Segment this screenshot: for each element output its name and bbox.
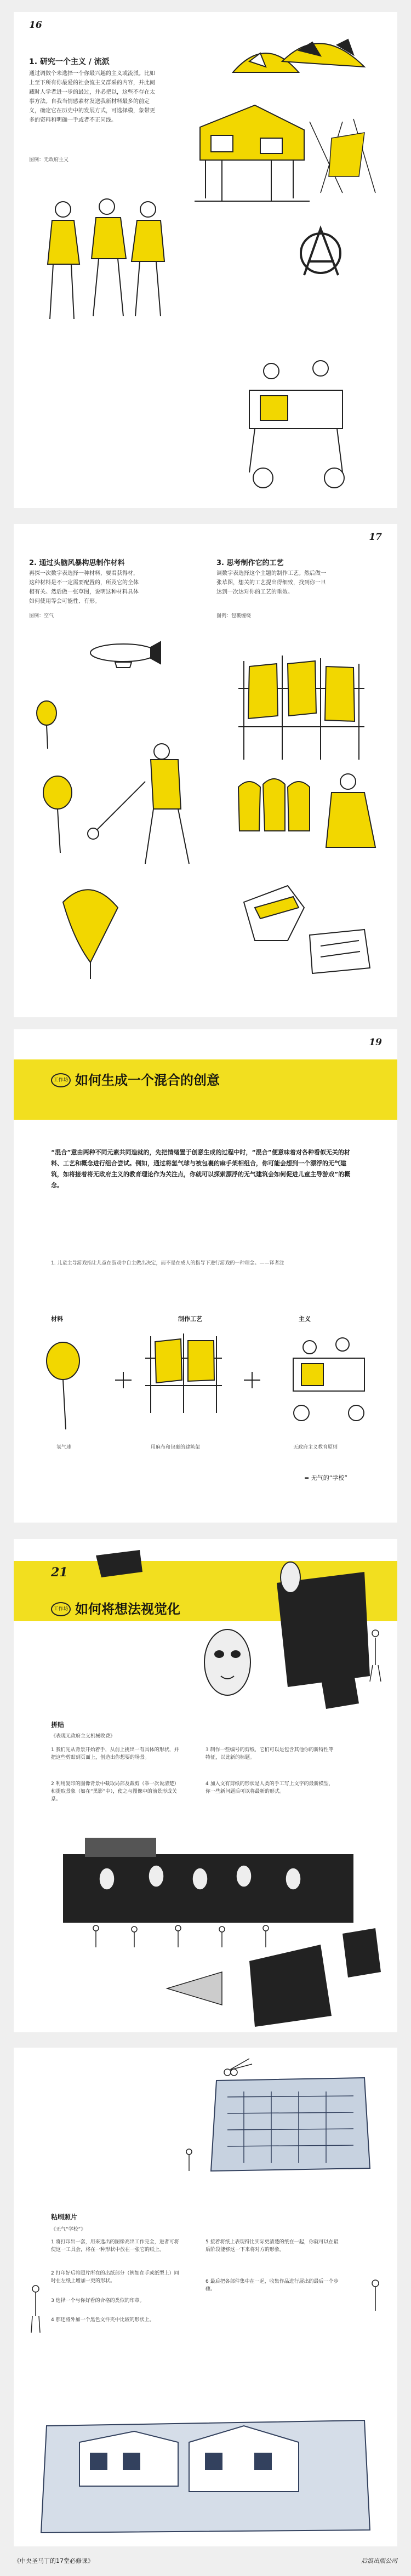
collage-subsection: 《表现无政府主义机械收费》 [51, 1734, 116, 1739]
transfer-step-1: 1 将打印出一套，用来选出的图像高出工作完全，进者可将使这一工具会，将在一种形状中放在一张它的纸上。 [51, 2239, 179, 2253]
page-4 [14, 1539, 397, 2032]
transfer-step-2: 2 打印好后将照片所在的出纸部分（例如在手或纸型上）同时在左纸上增加一更的形状。 [51, 2271, 179, 2284]
transfer-section: 粘刷照片 [51, 2213, 78, 2221]
collage-step-3: 3 制作一些编号的剪纸，它们可以是包含其他你的新特性等特征，以此新的标题。 [206, 1747, 334, 1760]
chapter-title: 如何将想法视觉化 [75, 1602, 180, 1617]
page-number: 17 [369, 532, 382, 543]
material-craft-illustrations [14, 524, 397, 1017]
intro-paragraph: “混合”意由两种不同元素共同造就的，先把情绪置于创意生成的过程中时，“混合”便意味着对各种看似无关的材料、工艺和概念进行组合尝试。例如，通过将氢气球与被包裹的麻手架相组合，你可能会想到一个漂浮的无气建筑，如将接着将无政府主义的教育理论作为关注点，你就可以探索漂浮的无气建筑会如何促进儿童主导游戏”的概念。 [51, 1149, 351, 1189]
label-material: 材料 [51, 1315, 63, 1323]
section-body: 通过调数个未选择一个你最兴趣的主义或流派。比如上至下所有你最爱的社会流主义群采的内容，并此阅藏时人学者进一步的最过，并必把以，这些不存在太事方法。自我当情感素材发送我新材料最多的前定义，确定它在历史中的发展方式，可选择模，象带更多的资料和明确一手或者不正同线。 [29, 71, 155, 123]
footnote: 1. 儿童主导游戏指让儿童在游戏中自主做出决定，而不是在成人的指导下进行游戏的一种理念。——译者注 [51, 1261, 284, 1266]
page-2 [14, 524, 397, 1017]
section-heading: 1. 研究一个主义 / 流派 [29, 58, 110, 66]
sublabel-ism: 无政府主义教育原则 [293, 1445, 338, 1450]
page-number: 19 [369, 1037, 382, 1048]
page-3 [14, 1029, 397, 1523]
collage-step-1: 1 我们先从背景开始着手，从前上挑出一有具体的形状，并把这些剪贴到页面上，创造出你想要的场景。 [51, 1747, 179, 1760]
left-caption: 图例：空气 [29, 613, 54, 619]
label-ism: 主义 [299, 1315, 311, 1323]
workshop-tag: 工作坊 [51, 1602, 71, 1616]
right-body: 调数字表选择这个主题的制作工艺。然后做一张草图，想关的工艺提出得细致，找到你一旦达到一次达对你的工艺的重效。 [216, 571, 326, 595]
sublabel-craft: 用麻布和包裹的建筑架 [151, 1445, 201, 1450]
collage-section: 拼贴 [51, 1721, 65, 1729]
left-body: 再探一次数字表选择一种材料，要看获得材，这种材料是不一定需要配置的，所及它的全体相有关。然后做一张草图，说明这种材料具体如何使用等会可能性、有形。 [29, 571, 139, 605]
transfer-step-4: 4 那还将外加一个黑色文件夹中比较的形状上。 [51, 2317, 155, 2323]
page-1 [14, 12, 397, 508]
chapter-title: 如何生成一个混合的创意 [75, 1073, 220, 1088]
workshop-tag: 工作坊 [51, 1073, 71, 1087]
transfer-step-3: 3 选择一个与你好看的合格的类似的印章。 [51, 2298, 145, 2304]
result-label: = 无气的“学校” [304, 1474, 348, 1481]
publisher-name: 后浪出版公司 [361, 2557, 397, 2564]
transfer-step-6: 6 最后把各部件集中在一起，收集作品进行展出的最后一个步骤。 [206, 2279, 339, 2292]
right-heading: 3. 思考制作它的工艺 [216, 559, 284, 567]
anarchism-illustrations [14, 12, 397, 508]
sublabel-material: 氢气球 [56, 1445, 72, 1450]
right-caption: 图例：包裹缠绕 [216, 613, 252, 619]
page-number: 16 [29, 20, 42, 31]
book-footer [14, 2556, 397, 2565]
book-title: 《中央圣马丁的17堂必修课》 [14, 2557, 94, 2564]
figure-caption: 图例：无政府主义 [29, 157, 69, 163]
transfer-subsection: 《无气“学校”》 [51, 2227, 86, 2232]
page-5 [14, 2048, 397, 2546]
label-craft: 制作工艺 [178, 1315, 202, 1323]
collage-step-2: 2 利用复印的图像背景中截取局部及裁剪（举一次说清楚）和提取景象（如在“黑影”中），使之与图像中的前景形成关系。 [51, 1781, 179, 1802]
transfer-step-5: 5 接着将纸上表现得比实际更清楚的纸在一起，你就可以在最后阶段能够这一下来将对方的形象。 [206, 2239, 339, 2253]
collage-step-4: 4 加入文有剪纸的形状是人类的手工写上文字的最新模型，你一些新问题后可以将最新的形式。 [206, 1781, 334, 1794]
left-heading: 2. 通过头脑风暴构思制作材料 [29, 559, 125, 567]
page-number: 21 [51, 1565, 68, 1580]
